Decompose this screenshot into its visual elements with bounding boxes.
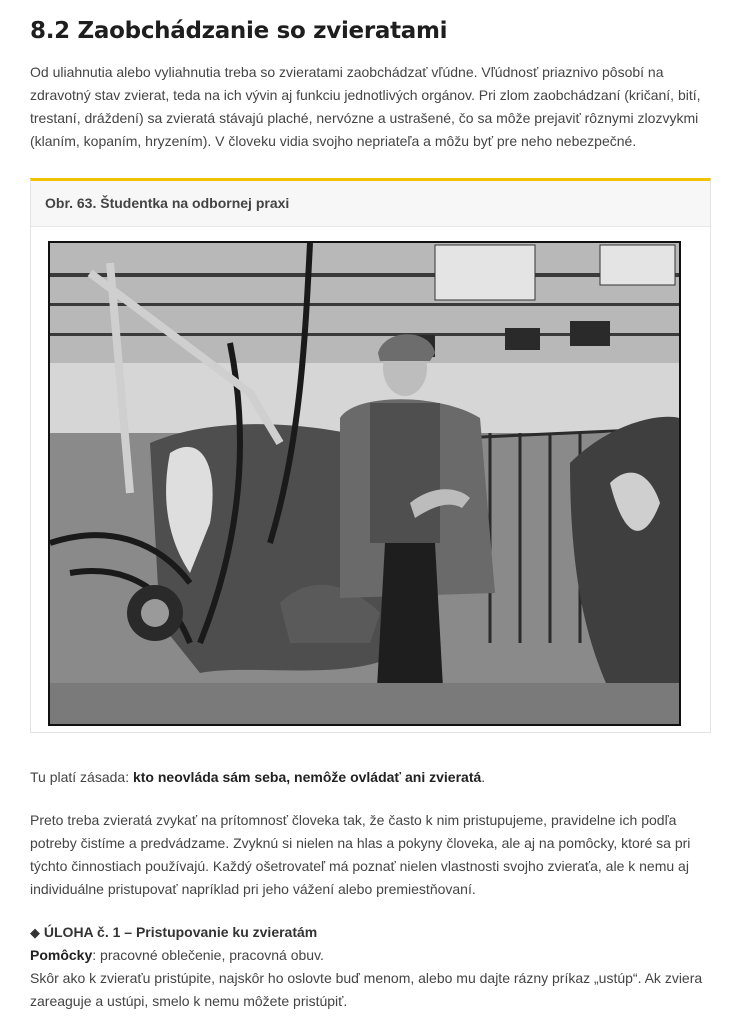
principle-bold: kto neovláda sám seba, nemôže ovládať ani zvieratá: [132, 769, 482, 785]
diamond-icon: ◆: [30, 925, 40, 940]
task-title: ÚLOHA č. 1 – Pristupovanie ku zvieratám: [43, 924, 318, 940]
task-tools-line: [30, 944, 711, 967]
principle-suffix: .: [481, 769, 486, 785]
figure-box: [30, 178, 711, 733]
task-title-line: [30, 921, 711, 944]
principle-paragraph: [30, 766, 711, 789]
task-text: Skôr ako k zvieraťu pristúpite, najskôr ho oslovte buď menom, alebo mu dajte rázny príkaz „ustúp“. Ak zviera zareaguje a ustúpi, smelo k nemu môžete pristúpiť.: [30, 970, 703, 1009]
section-heading: 8.2 Zaobchádzanie so zvieratami: [30, 18, 448, 44]
task-tools-label: Pomôcky: [30, 947, 93, 963]
principle-prefix: Tu platí zásada:: [30, 769, 133, 785]
figure-caption: Obr. 63. Študentka na odbornej praxi: [31, 181, 710, 227]
task-tools-value: : pracovné oblečenie, pracovná obuv.: [92, 947, 324, 963]
figure-photo: [48, 241, 681, 726]
intro-paragraph: Od uliahnutia alebo vyliahnutia treba so zvieratami zaobchádzať vľúdne. Vľúdnosť priaznivo pôsobí na zdravotný stav zvierat, teda na ich vývin aj funkciu jednotlivých orgánov. Pri zlom zaobchádzaní (kričaní, bití, trestaní, dráždení) sa zvieratá stávajú plaché, nervózne a ustrašené, čo sa môže prejaviť rôznymi zlozvykmi (klaním, kopaním, hryzením). V človeku vidia svojho nepriateľa a môžu byť pre neho nebezpečné.: [30, 64, 701, 149]
task-block: [30, 921, 711, 1013]
body-paragraph: Preto treba zvieratá zvykať na prítomnosť človeka tak, že často k nim pristupujeme, pravidelne ich podľa potreby čistíme a predvádzame. Zvyknú si nielen na hlas a pokyny človeka, ale aj na pomôcky, ktoré sa pri týchto činnostiach používajú. Každý ošetrovateľ má poznať nielen vlastnosti svojho zvieraťa, ale k nemu aj individuálne pristupovať napríklad pri jeho vážení alebo premiestňovaní.: [30, 812, 691, 897]
